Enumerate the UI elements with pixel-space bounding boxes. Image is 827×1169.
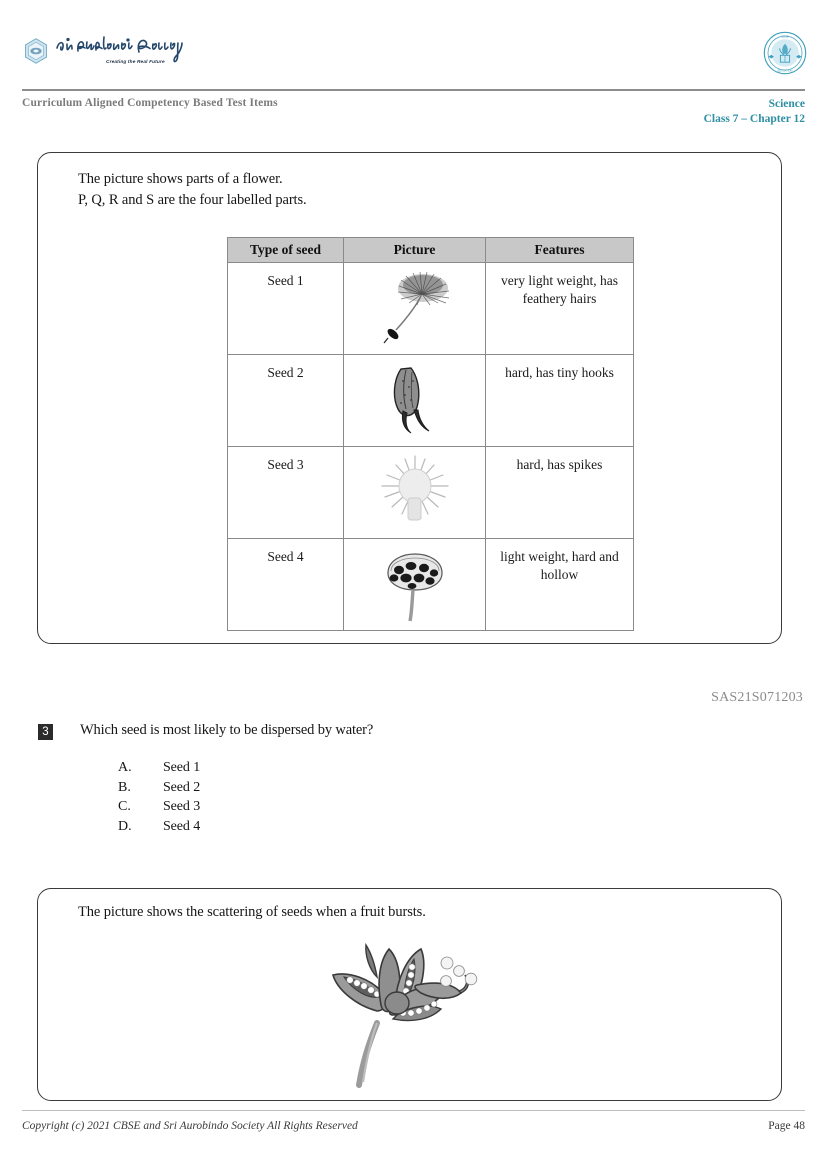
header-subject: Science <box>768 98 805 110</box>
option-b-letter: B. <box>118 779 131 795</box>
option-c-label: Seed 3 <box>163 799 201 815</box>
column-header-type: Type of seed <box>228 238 344 263</box>
footer-divider <box>22 1110 805 1111</box>
column-header-features: Features <box>486 238 634 263</box>
page-footer <box>0 1110 827 1150</box>
stimulus-intro-line-2: P, Q, R and S are the four labelled parts. <box>78 191 307 208</box>
cell-seed-type: Seed 2 <box>228 355 344 447</box>
header-title: Curriculum Aligned Competency Based Test Items <box>22 97 278 109</box>
header-class-chapter: Class 7 – Chapter 12 <box>703 113 805 125</box>
option-a-letter: A. <box>118 760 132 775</box>
cell-seed-features: light weight, hard and hollow <box>486 539 634 631</box>
dandelion-seed-figure <box>375 270 455 348</box>
column-header-picture: Picture <box>344 238 486 263</box>
option-d-label: Seed 4 <box>163 819 201 835</box>
option-d[interactable] <box>78 819 478 839</box>
society-wordmark <box>54 33 199 67</box>
option-a-label: Seed 1 <box>163 760 201 775</box>
table-row <box>228 355 634 447</box>
option-a[interactable] <box>78 760 478 780</box>
hooked-seed-figure <box>384 363 446 439</box>
cbse-emblem-logo <box>762 30 808 76</box>
footer-page-number: Page 48 <box>768 1120 805 1132</box>
table-row <box>228 539 634 631</box>
cell-seed-picture <box>344 355 486 447</box>
option-c-letter: C. <box>118 799 131 815</box>
option-c[interactable] <box>78 799 478 819</box>
cell-seed-features: hard, has tiny hooks <box>486 355 634 447</box>
bursting-fruit-figure-wrapper <box>319 927 489 1092</box>
cell-seed-features: very light weight, has feathery hairs <box>486 263 634 355</box>
stimulus-intro-text <box>78 169 307 210</box>
cell-seed-features: hard, has spikes <box>486 447 634 539</box>
header-divider <box>22 89 805 91</box>
footer-copyright: Copyright (c) 2021 CBSE and Sri Aurobindo Society All Rights Reserved <box>22 1120 358 1132</box>
cell-seed-type: Seed 4 <box>228 539 344 631</box>
option-d-letter: D. <box>118 819 132 835</box>
table-row <box>228 447 634 539</box>
sri-aurobindo-society-logo <box>22 33 197 73</box>
spiky-seed-figure <box>374 452 456 534</box>
cell-seed-picture <box>344 539 486 631</box>
svg-text:EDUCATION: EDUCATION <box>777 69 793 73</box>
bursting-fruit-figure <box>319 927 489 1092</box>
question-text: Which seed is most likely to be dispersed by water? <box>80 722 374 738</box>
cell-seed-picture <box>344 447 486 539</box>
option-b[interactable] <box>78 780 478 800</box>
option-b-label: Seed 2 <box>163 779 201 795</box>
cell-seed-type: Seed 1 <box>228 263 344 355</box>
lotus-seed-pod-figure <box>379 545 451 625</box>
cell-seed-type: Seed 3 <box>228 447 344 539</box>
table-row <box>228 263 634 355</box>
seed-table <box>227 237 634 631</box>
stimulus-intro-line-1: The picture shows parts of a flower. <box>78 171 283 187</box>
society-hexagon-mark-icon <box>22 37 50 65</box>
svg-text:Creating the Real Future: Creating the Real Future <box>106 60 165 65</box>
cell-seed-picture <box>344 263 486 355</box>
question-code: SAS21S071203 <box>711 690 803 705</box>
question-number-badge: 3 <box>38 724 53 740</box>
stimulus-box-bursting-fruit <box>37 888 782 1101</box>
stimulus-box-seed-table <box>37 152 782 644</box>
svg-text:CBSE: CBSE <box>780 34 790 39</box>
header-subject-block <box>704 97 805 127</box>
options-list <box>78 760 478 839</box>
page-header <box>0 0 827 140</box>
table-header-row <box>228 238 634 263</box>
stimulus2-intro-text: The picture shows the scattering of seeds when a fruit bursts. <box>78 904 426 920</box>
